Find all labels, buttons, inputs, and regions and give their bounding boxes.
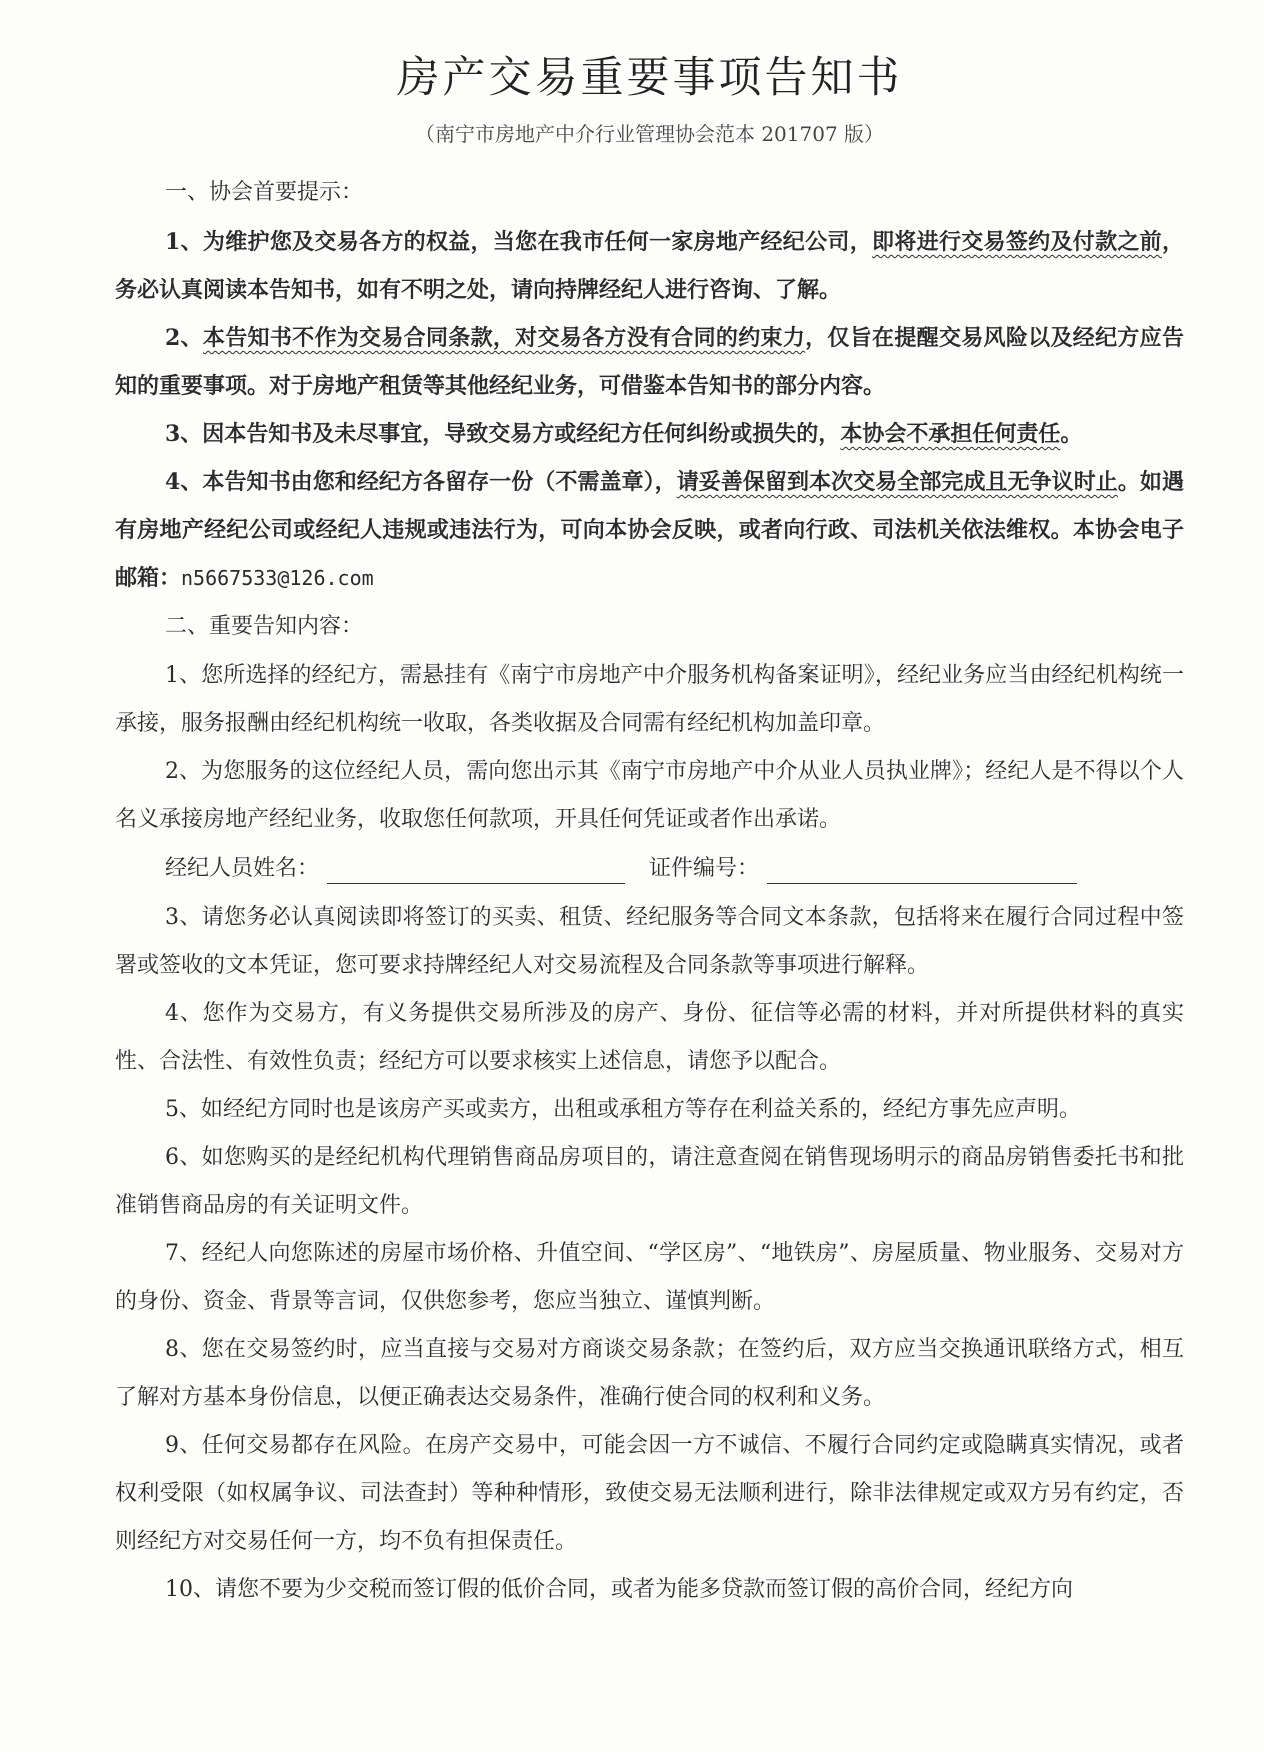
text-run: ，仅旨在提醒交易风险以及经纪方应告知的重要事项。对于房地产租赁等其他经纪业务，可借鉴本告知书的部分内容。: [115, 325, 1184, 399]
agent-name-field[interactable]: [327, 855, 625, 884]
cert-number-label: 证件编号：: [649, 856, 760, 881]
section-2-paragraph-1: 1、您所选择的经纪方，需悬挂有《南宁市房地产中介服务机构备案证明》，经纪业务应当由经纪机构统一承接，服务报酬由经纪机构统一收取，各类收据及合同需有经纪机构加盖印章。: [115, 663, 1184, 736]
contact-email: n5667533@126.com: [181, 566, 374, 590]
section-2-paragraph-7: 7、经纪人向您陈述的房屋市场价格、升值空间、“学区房”、“地铁房”、房屋质量、物业服务、交易对方的身份、资金、背景等言词，仅供您参考，您应当独立、谨慎判断。: [115, 1241, 1184, 1314]
underlined-text: 本告知书不作为交易合同条款，对交易各方没有合同的约束力: [202, 325, 806, 351]
text-run: 。: [1060, 421, 1083, 447]
document-title: 房产交易重要事项告知书: [396, 53, 903, 103]
text-run: 2、: [165, 325, 203, 351]
section-2-paragraph-9: 9、任何交易都存在风险。在房产交易中，可能会因一方不诚信、不履行合同约定或隐瞒真实情况，或者权利受限（如权属争议、司法查封）等种种情形，致使交易无法顺利进行，除非法律规定或双方另有约定，否则经纪方对交易任何一方，均不负有担保责任。: [115, 1433, 1184, 1554]
text-run: 。如遇有房地产经纪公司或经纪人违规或违法行为，可向本协会反映，或者向行政、司法机关依法维权。本协会电子邮箱：: [115, 469, 1184, 591]
section-2-paragraph-2: 2、为您服务的这位经纪人员，需向您出示其《南宁市房地产中介从业人员执业牌》；经纪人是不得以个人名义承接房地产经纪业务，收取您任何款项，开具任何凭证或者作出承诺。: [115, 759, 1184, 832]
agent-info-row: [115, 844, 1184, 894]
section-1-paragraph-3: [115, 410, 1184, 458]
section-1-paragraph-1: [115, 218, 1184, 314]
text-run: 3、因本告知书及未尽事宜，导致交易方或经纪方任何纠纷或损失的，: [165, 421, 841, 447]
section-1-heading: 一、协会首要提示：: [165, 180, 364, 205]
cert-number-field[interactable]: [767, 855, 1077, 884]
section-2-paragraph-3: 3、请您务必认真阅读即将签订的买卖、租赁、经纪服务等合同文本条款，包括将来在履行合同过程中签署或签收的文本凭证，您可要求持牌经纪人对交易流程及合同条款等事项进行解释。: [115, 905, 1184, 978]
section-2-paragraph-8: 8、您在交易签约时，应当直接与交易对方商谈交易条款；在签约后，双方应当交换通讯联络方式，相互了解对方基本身份信息，以便正确表达交易条件，准确行使合同的权利和义务。: [115, 1337, 1184, 1410]
underlined-text: 本协会不承担任何责任: [840, 421, 1061, 447]
underlined-text: 请妥善保留到本次交易全部完成且无争议时止: [676, 469, 1118, 495]
underlined-text: 即将进行交易签约及付款之前: [872, 229, 1162, 255]
text-run: 1、为维护您及交易各方的权益，当您在我市任何一家房地产经纪公司，: [165, 229, 873, 255]
text-run: ，务必认真阅读本告知书，如有不明之处，请向持牌经纪人进行咨询、了解。: [115, 229, 1184, 303]
section-2-paragraph-10: 10、请您不要为少交税而签订假的低价合同，或者为能多贷款而签订假的高价合同，经纪方向: [165, 1577, 1073, 1602]
section-2-paragraph-5: 5、如经纪方同时也是该房产买或卖方，出租或承租方等存在利益关系的，经纪方事先应声明。: [165, 1097, 1082, 1122]
text-run: 4、本告知书由您和经纪方各留存一份（不需盖章），: [165, 469, 677, 495]
section-1-paragraph-2: [115, 314, 1184, 410]
agent-name-label: 经纪人员姓名：: [165, 856, 320, 881]
section-2-heading: 二、重要告知内容：: [165, 614, 364, 639]
section-2-paragraph-6: 6、如您购买的是经纪机构代理销售商品房项目的，请注意查阅在销售现场明示的商品房销售委托书和批准销售商品房的有关证明文件。: [115, 1145, 1184, 1218]
section-1-paragraph-4: [115, 458, 1184, 602]
document-subtitle: （南宁市房地产中介行业管理协会范本 201707 版）: [414, 122, 885, 146]
section-2-paragraph-4: 4、您作为交易方，有义务提供交易所涉及的房产、身份、征信等必需的材料，并对所提供材料的真实性、合法性、有效性负责；经纪方可以要求核实上述信息，请您予以配合。: [115, 1001, 1184, 1074]
